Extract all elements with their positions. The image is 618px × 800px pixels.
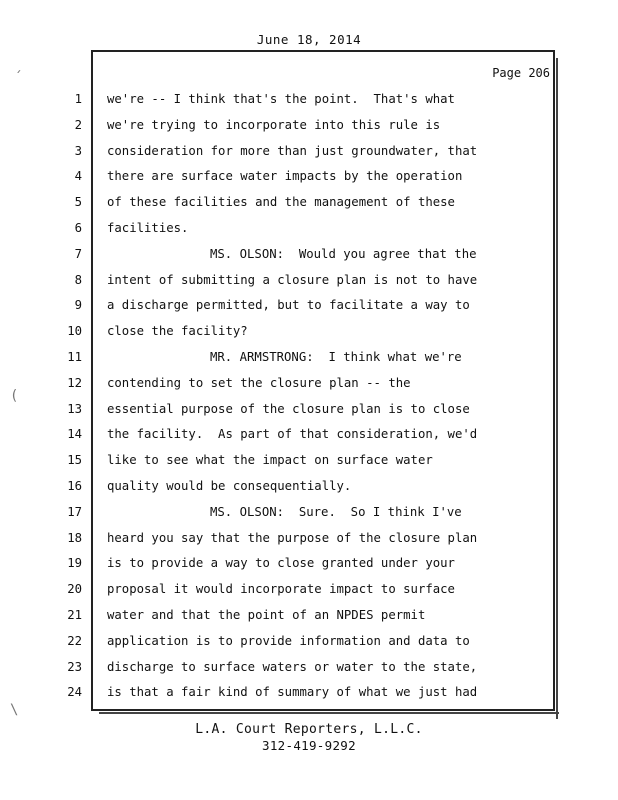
transcript-line: contending to set the closure plan -- the	[107, 375, 411, 390]
transcript-line: close the facility?	[107, 324, 248, 339]
line-number: 19	[67, 556, 82, 571]
scan-mark: (	[10, 388, 19, 404]
transcript-line: is to provide a way to close granted under your	[107, 556, 455, 571]
line-number: 16	[67, 478, 82, 493]
transcript-line: proposal it would incorporate impact to surface	[107, 582, 455, 597]
line-number: 4	[74, 169, 82, 184]
transcript-line: discharge to surface waters or water to the state,	[107, 659, 478, 674]
transcript-line: MS. OLSON: Sure. So I think I've	[210, 504, 462, 519]
scan-mark: \	[10, 702, 19, 718]
line-number: 5	[74, 195, 82, 210]
line-numbers	[52, 87, 82, 706]
line-number: 1	[74, 92, 82, 106]
line-number: 14	[67, 427, 82, 442]
transcript-line: is that a fair kind of summary of what we just had	[107, 685, 478, 700]
line-number: 2	[74, 117, 82, 132]
line-number: 8	[74, 272, 82, 287]
transcript-body	[107, 87, 527, 706]
line-number: 15	[67, 453, 82, 468]
reporter-company: L.A. Court Reporters, L.L.C.	[195, 722, 423, 737]
frame-shadow-bottom	[99, 712, 559, 714]
transcript-line: MR. ARMSTRONG: I think what we're	[210, 349, 462, 364]
transcript-line: essential purpose of the closure plan is to close	[107, 401, 470, 416]
line-number: 13	[67, 401, 82, 416]
line-number: 24	[67, 685, 82, 700]
line-number: 12	[67, 375, 82, 390]
transcript-line: like to see what the impact on surface water	[107, 453, 433, 468]
line-number: 17	[67, 504, 82, 519]
transcript-line: of these facilities and the management of these	[107, 195, 455, 210]
transcript-line: intent of submitting a closure plan is not to have	[107, 272, 478, 287]
transcript-line: a discharge permitted, but to facilitate a way to	[107, 298, 470, 313]
reporter-phone: 312-419-9292	[262, 738, 356, 753]
transcript-line: the facility. As part of that consideration, we'd	[107, 427, 478, 442]
transcript-line: quality would be consequentially.	[107, 478, 352, 493]
transcript-date: June 18, 2014	[256, 32, 362, 47]
line-number: 9	[74, 298, 82, 313]
line-number: 23	[67, 659, 82, 674]
line-number: 3	[74, 143, 82, 158]
line-number: 22	[67, 633, 82, 648]
line-number: 10	[67, 324, 82, 339]
transcript-line: consideration for more than just groundwater, that	[107, 143, 478, 158]
transcript-line: we're -- I think that's the point. That's what	[107, 92, 455, 106]
transcript-line: heard you say that the purpose of the closure plan	[107, 530, 478, 545]
transcript-line: MS. OLSON: Would you agree that the	[210, 246, 477, 261]
page-number: Page 206	[492, 66, 550, 80]
transcript-line: facilities.	[107, 220, 189, 235]
line-number: 18	[67, 530, 82, 545]
line-number: 20	[67, 582, 82, 597]
transcript-line: there are surface water impacts by the operation	[107, 169, 463, 184]
line-number: 21	[67, 607, 82, 622]
transcript-line: water and that the point of an NPDES permit	[107, 607, 426, 622]
transcript-line: application is to provide information and data to	[107, 633, 470, 648]
line-number: 6	[74, 220, 82, 235]
transcript-line: we're trying to incorporate into this rule is	[107, 117, 441, 132]
line-number: 11	[67, 349, 82, 364]
frame-shadow-right	[556, 58, 558, 719]
scan-mark: ´	[14, 70, 23, 86]
line-number: 7	[74, 246, 82, 261]
